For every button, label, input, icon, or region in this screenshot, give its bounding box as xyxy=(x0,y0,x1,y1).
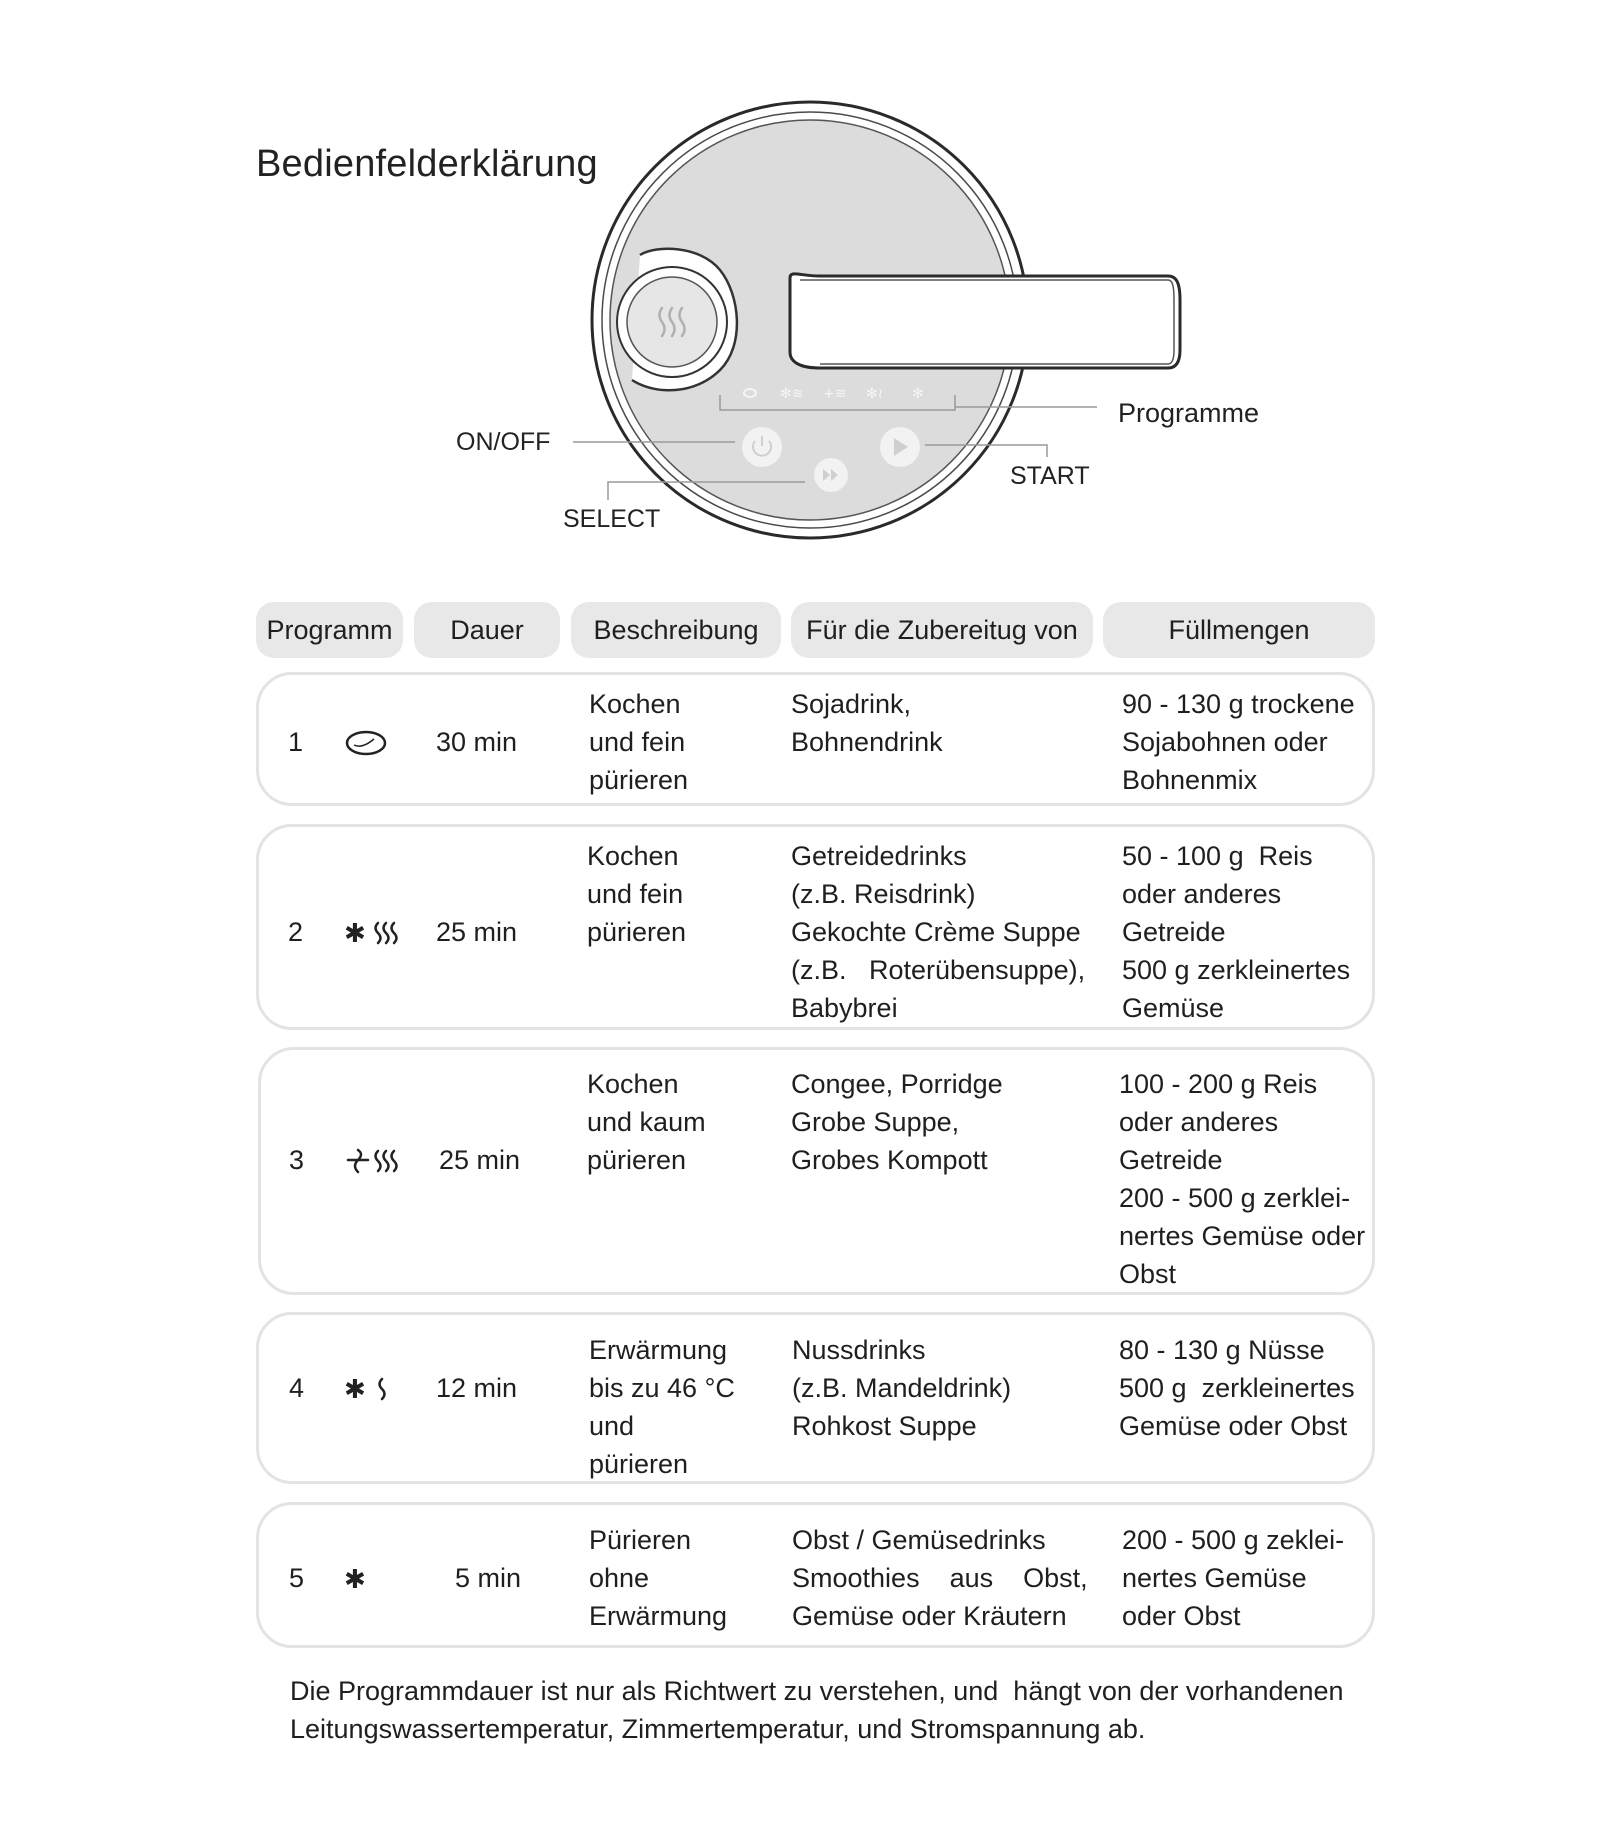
svg-text:✻: ✻ xyxy=(912,386,924,402)
programme-label: Programme xyxy=(1118,398,1260,428)
row-description-line: und kaum xyxy=(587,1107,706,1137)
row-amount-line: Gemüse oder Obst xyxy=(1119,1411,1348,1441)
svg-text:✱: ✱ xyxy=(344,1565,366,1594)
row-duration: 30 min xyxy=(436,727,518,757)
row-description-line: pürieren xyxy=(587,917,687,947)
row-usage-line: Getreidedrinks xyxy=(791,841,967,871)
header-fuellmengen: Füllmengen xyxy=(1103,602,1375,658)
row-description-line: Kochen xyxy=(587,1069,679,1099)
svg-text:✱: ✱ xyxy=(344,1375,366,1404)
blade-low-heat-icon xyxy=(344,1374,392,1404)
row-description-line: Kochen xyxy=(589,689,681,719)
row-amount-line: 80 - 130 g Nüsse xyxy=(1119,1335,1325,1365)
row-amount-line: nertes Gemüse xyxy=(1122,1563,1307,1593)
row-usage-line: Grobes Kompott xyxy=(791,1145,988,1175)
row-usage-line: Bohnendrink xyxy=(791,727,943,757)
row-usage-line: (z.B. Reisdrink) xyxy=(791,879,976,909)
row-description-line: Erwärmung xyxy=(589,1335,728,1365)
row-usage-line: (z.B. Roterübensuppe), xyxy=(791,955,1086,985)
header-beschreibung: Beschreibung xyxy=(571,602,781,658)
svg-text:✱: ✱ xyxy=(344,919,366,948)
row-amount-line: Getreide xyxy=(1119,1145,1223,1175)
row-usage-line: Babybrei xyxy=(791,993,898,1023)
row-amount-line: 500 g zerkleinertes xyxy=(1122,955,1351,985)
footnote-line: Die Programmdauer ist nur als Richtwert zu verstehen, und hängt von der vorhandenen xyxy=(290,1676,1344,1706)
svg-text:+≋: +≋ xyxy=(823,386,847,402)
row-number: 2 xyxy=(288,917,304,947)
row-amount-line: Gemüse xyxy=(1122,993,1225,1023)
row-usage-line: Obst / Gemüsedrinks xyxy=(792,1525,1046,1555)
row-number: 4 xyxy=(289,1373,305,1403)
row-usage-line: Congee, Porridge xyxy=(791,1069,1003,1099)
row-usage-line: Smoothies aus Obst, xyxy=(792,1563,1088,1593)
header-dauer: Dauer xyxy=(414,602,560,658)
row-amount-line: 100 - 200 g Reis xyxy=(1119,1069,1318,1099)
row-description-line: pürieren xyxy=(589,765,689,795)
row-duration: 25 min xyxy=(439,1145,521,1175)
blade-icon xyxy=(344,1564,384,1594)
row-amount-line: nertes Gemüse oder xyxy=(1119,1221,1366,1251)
blade-heat-icon xyxy=(344,918,404,948)
row-description-line: und xyxy=(589,1411,635,1441)
row-amount-line: oder anderes xyxy=(1119,1107,1279,1137)
footnote-line: Leitungswassertemperatur, Zimmertemperatur, und Stromspannung ab. xyxy=(290,1714,1146,1744)
start-label: START xyxy=(1010,462,1090,490)
row-usage-line: Gekochte Crème Suppe xyxy=(791,917,1081,947)
coarse-blade-heat-icon xyxy=(344,1146,404,1176)
row-amount-line: 200 - 500 g zerklei- xyxy=(1119,1183,1351,1213)
row-description-line: Pürieren xyxy=(589,1525,692,1555)
row-amount-line: Obst xyxy=(1119,1259,1177,1289)
svg-text:✻≋: ✻≋ xyxy=(780,386,804,402)
row-usage-line: Gemüse oder Kräutern xyxy=(792,1601,1067,1631)
row-description-line: pürieren xyxy=(589,1449,689,1479)
row-amount-line: 50 - 100 g Reis xyxy=(1122,841,1313,871)
row-description-line: Kochen xyxy=(587,841,679,871)
on-off-label: ON/OFF xyxy=(456,428,551,456)
row-usage-line: Sojadrink, xyxy=(791,689,912,719)
row-amount-line: 500 g zerkleinertes xyxy=(1119,1373,1355,1403)
row-usage-line: Grobe Suppe, xyxy=(791,1107,960,1137)
row-number: 3 xyxy=(289,1145,305,1175)
row-description-line: bis zu 46 °C xyxy=(589,1373,735,1403)
footnote xyxy=(290,1672,1344,1748)
row-duration: 12 min xyxy=(436,1373,518,1403)
page-title: Bedienfelderklärung xyxy=(256,143,598,185)
row-amount-line: Getreide xyxy=(1122,917,1226,947)
row-description-line: pürieren xyxy=(587,1145,687,1175)
row-usage-line: (z.B. Mandeldrink) xyxy=(792,1373,1012,1403)
start-button xyxy=(880,427,920,467)
row-amount-line: Bohnenmix xyxy=(1122,765,1258,795)
row-description-line: und fein xyxy=(589,727,686,757)
svg-text:✻≀: ✻≀ xyxy=(866,386,883,402)
row-amount-line: oder Obst xyxy=(1122,1601,1241,1631)
row-duration: 5 min xyxy=(455,1563,522,1593)
row-number: 1 xyxy=(288,727,304,757)
power-button xyxy=(742,427,782,467)
row-amount-line: 200 - 500 g zeklei- xyxy=(1122,1525,1345,1555)
row-amount-line: oder anderes xyxy=(1122,879,1282,909)
select-label: SELECT xyxy=(563,505,661,533)
control-panel-diagram xyxy=(0,0,1623,560)
header-programm: Programm xyxy=(256,602,403,658)
row-usage-line: Nussdrinks xyxy=(792,1335,926,1365)
soybean-icon xyxy=(342,728,390,758)
header-zubereitung: Für die Zubereitug von xyxy=(791,602,1093,658)
row-usage-line: Rohkost Suppe xyxy=(792,1411,977,1441)
row-duration: 25 min xyxy=(436,917,518,947)
row-number: 5 xyxy=(289,1563,305,1593)
row-description-line: und fein xyxy=(587,879,684,909)
row-amount-line: 90 - 130 g trockene xyxy=(1122,689,1355,719)
row-amount-line: Sojabohnen oder xyxy=(1122,727,1328,757)
select-button xyxy=(814,458,848,492)
row-description-line: Erwärmung xyxy=(589,1601,728,1631)
row-description-line: ohne xyxy=(589,1563,650,1593)
